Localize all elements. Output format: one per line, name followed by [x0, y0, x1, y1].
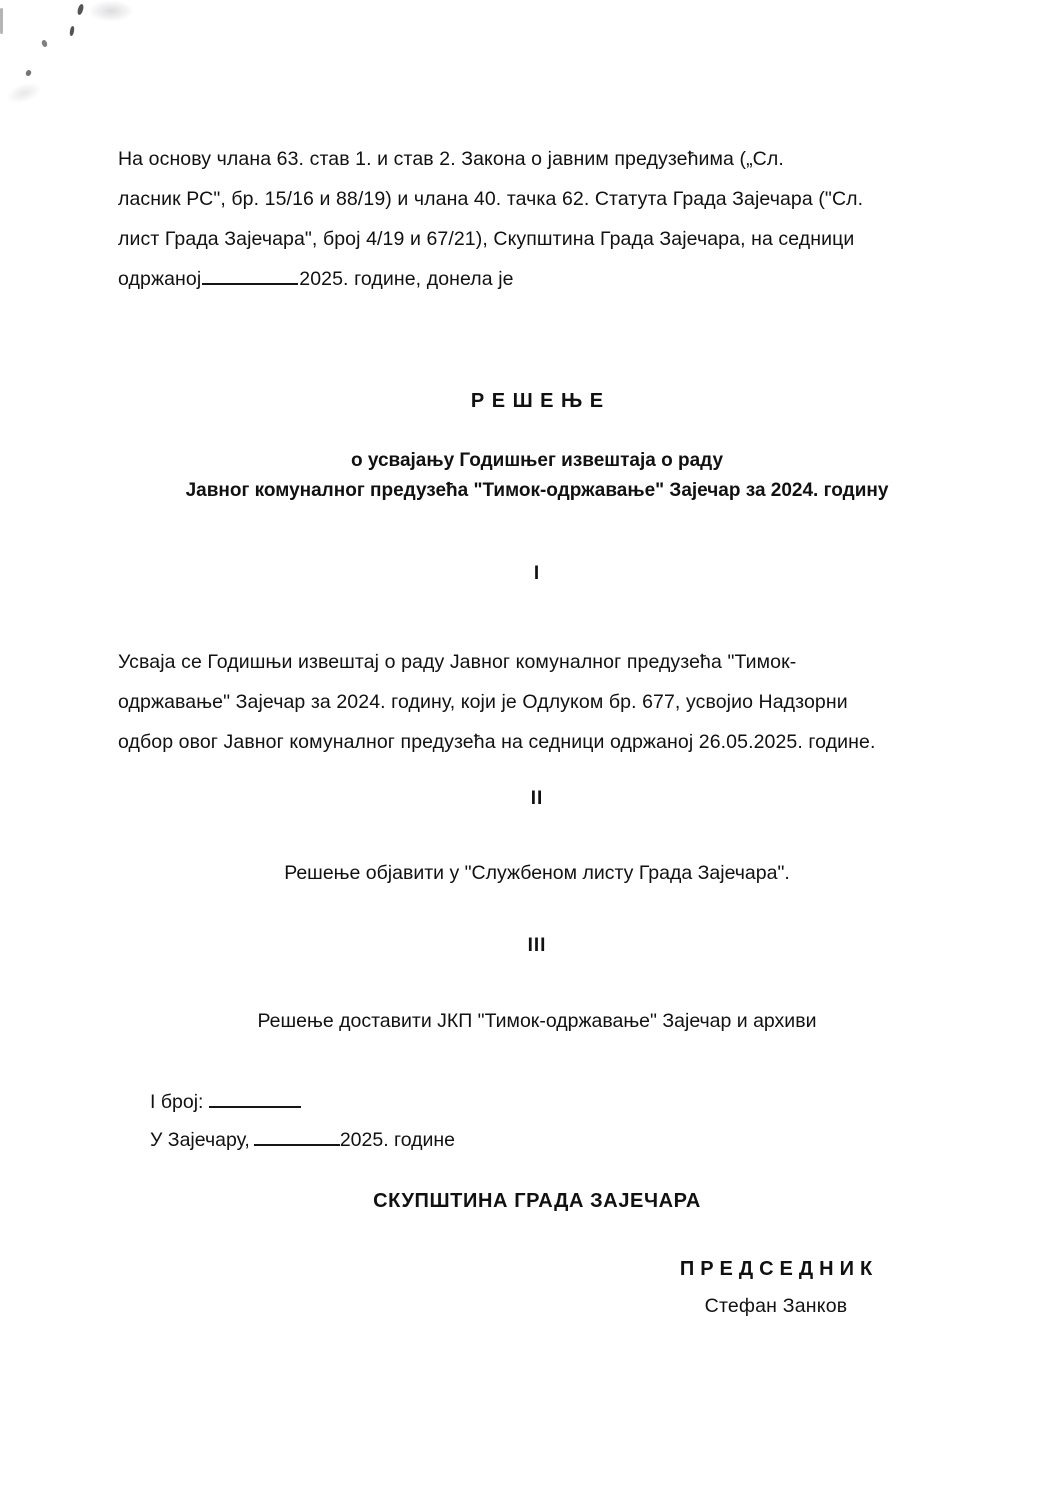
- legal-basis-line-4: [118, 259, 956, 299]
- section-1-line-3: одбор овог Јавног комуналног предузећа на седници одржаној 26.05.2025. године.: [118, 731, 876, 753]
- scan-edge-mark: [0, 8, 3, 34]
- document-reference-block: [150, 1083, 455, 1159]
- issuing-authority: СКУПШТИНА ГРАДА ЗАЈЕЧАРА: [373, 1190, 701, 1212]
- section-1-line-1: Усваја се Годишњи извештај о раду Јавног комуналног предузећа "Тимок-: [118, 651, 797, 673]
- legal-basis-line-2: ласник РС", бр. 15/16 и 88/19) и члана 40. тачка 62. Статута Града Зајечара ("Сл.: [118, 188, 864, 210]
- scan-speck: [77, 4, 85, 16]
- scan-speck: [41, 39, 48, 47]
- section-1-line-2: одржавање" Зајечар за 2024. годину, који је Одлуком бр. 677, усвојио Надзорни: [118, 691, 848, 713]
- document-number-label: I број:: [150, 1091, 204, 1113]
- section-1-body: [118, 642, 956, 762]
- document-title: РЕШЕЊЕ: [470, 390, 611, 412]
- section-2-body: Решење објавити у "Службеном листу Града Зајечара".: [284, 862, 790, 884]
- section-marker-3: III: [527, 935, 547, 956]
- legal-basis-line-1: На основу члана 63. став 1. и став 2. Закона о јавним предузећима („Сл.: [118, 148, 784, 170]
- signatory-role: ПРЕДСЕДНИК: [679, 1258, 879, 1280]
- scan-speck: [25, 69, 32, 77]
- document-place-label: У Зајечару,: [150, 1129, 250, 1151]
- section-marker-2: II: [530, 788, 544, 809]
- subtitle-line-2: Јавног комуналног предузећа "Тимок-одржавање" Зајечар за 2024. годину: [185, 480, 889, 501]
- legal-basis-line-4-suffix: 2025. године, донела је: [299, 268, 514, 290]
- legal-basis-paragraph: [118, 139, 956, 299]
- document-subtitle: [118, 446, 956, 506]
- subtitle-line-1: о усвајању Годишњег извештаја о раду: [350, 450, 724, 471]
- section-marker-1: I: [533, 563, 541, 584]
- scan-smudge-secondary: [4, 79, 44, 107]
- document-number-row: [150, 1083, 455, 1121]
- document-year-suffix: 2025. године: [339, 1129, 456, 1151]
- document-number-blank[interactable]: [209, 1106, 301, 1108]
- document-date-blank[interactable]: [254, 1144, 340, 1146]
- signatory-name: Стефан Занков: [704, 1295, 848, 1317]
- section-3-body: Решење доставити ЈКП "Тимок-одржавање" Зајечар и архиви: [257, 1010, 817, 1032]
- document-place-date-row: [150, 1121, 455, 1159]
- legal-basis-line-4-prefix: одржаној: [118, 268, 202, 290]
- legal-basis-line-3: лист Града Зајечара", број 4/19 и 67/21), Скупштина Града Зајечара, на седници: [118, 228, 855, 250]
- scan-speck: [69, 26, 75, 37]
- session-date-blank[interactable]: [202, 283, 298, 285]
- signature-block: [596, 1258, 956, 1318]
- document-page: [118, 0, 956, 1486]
